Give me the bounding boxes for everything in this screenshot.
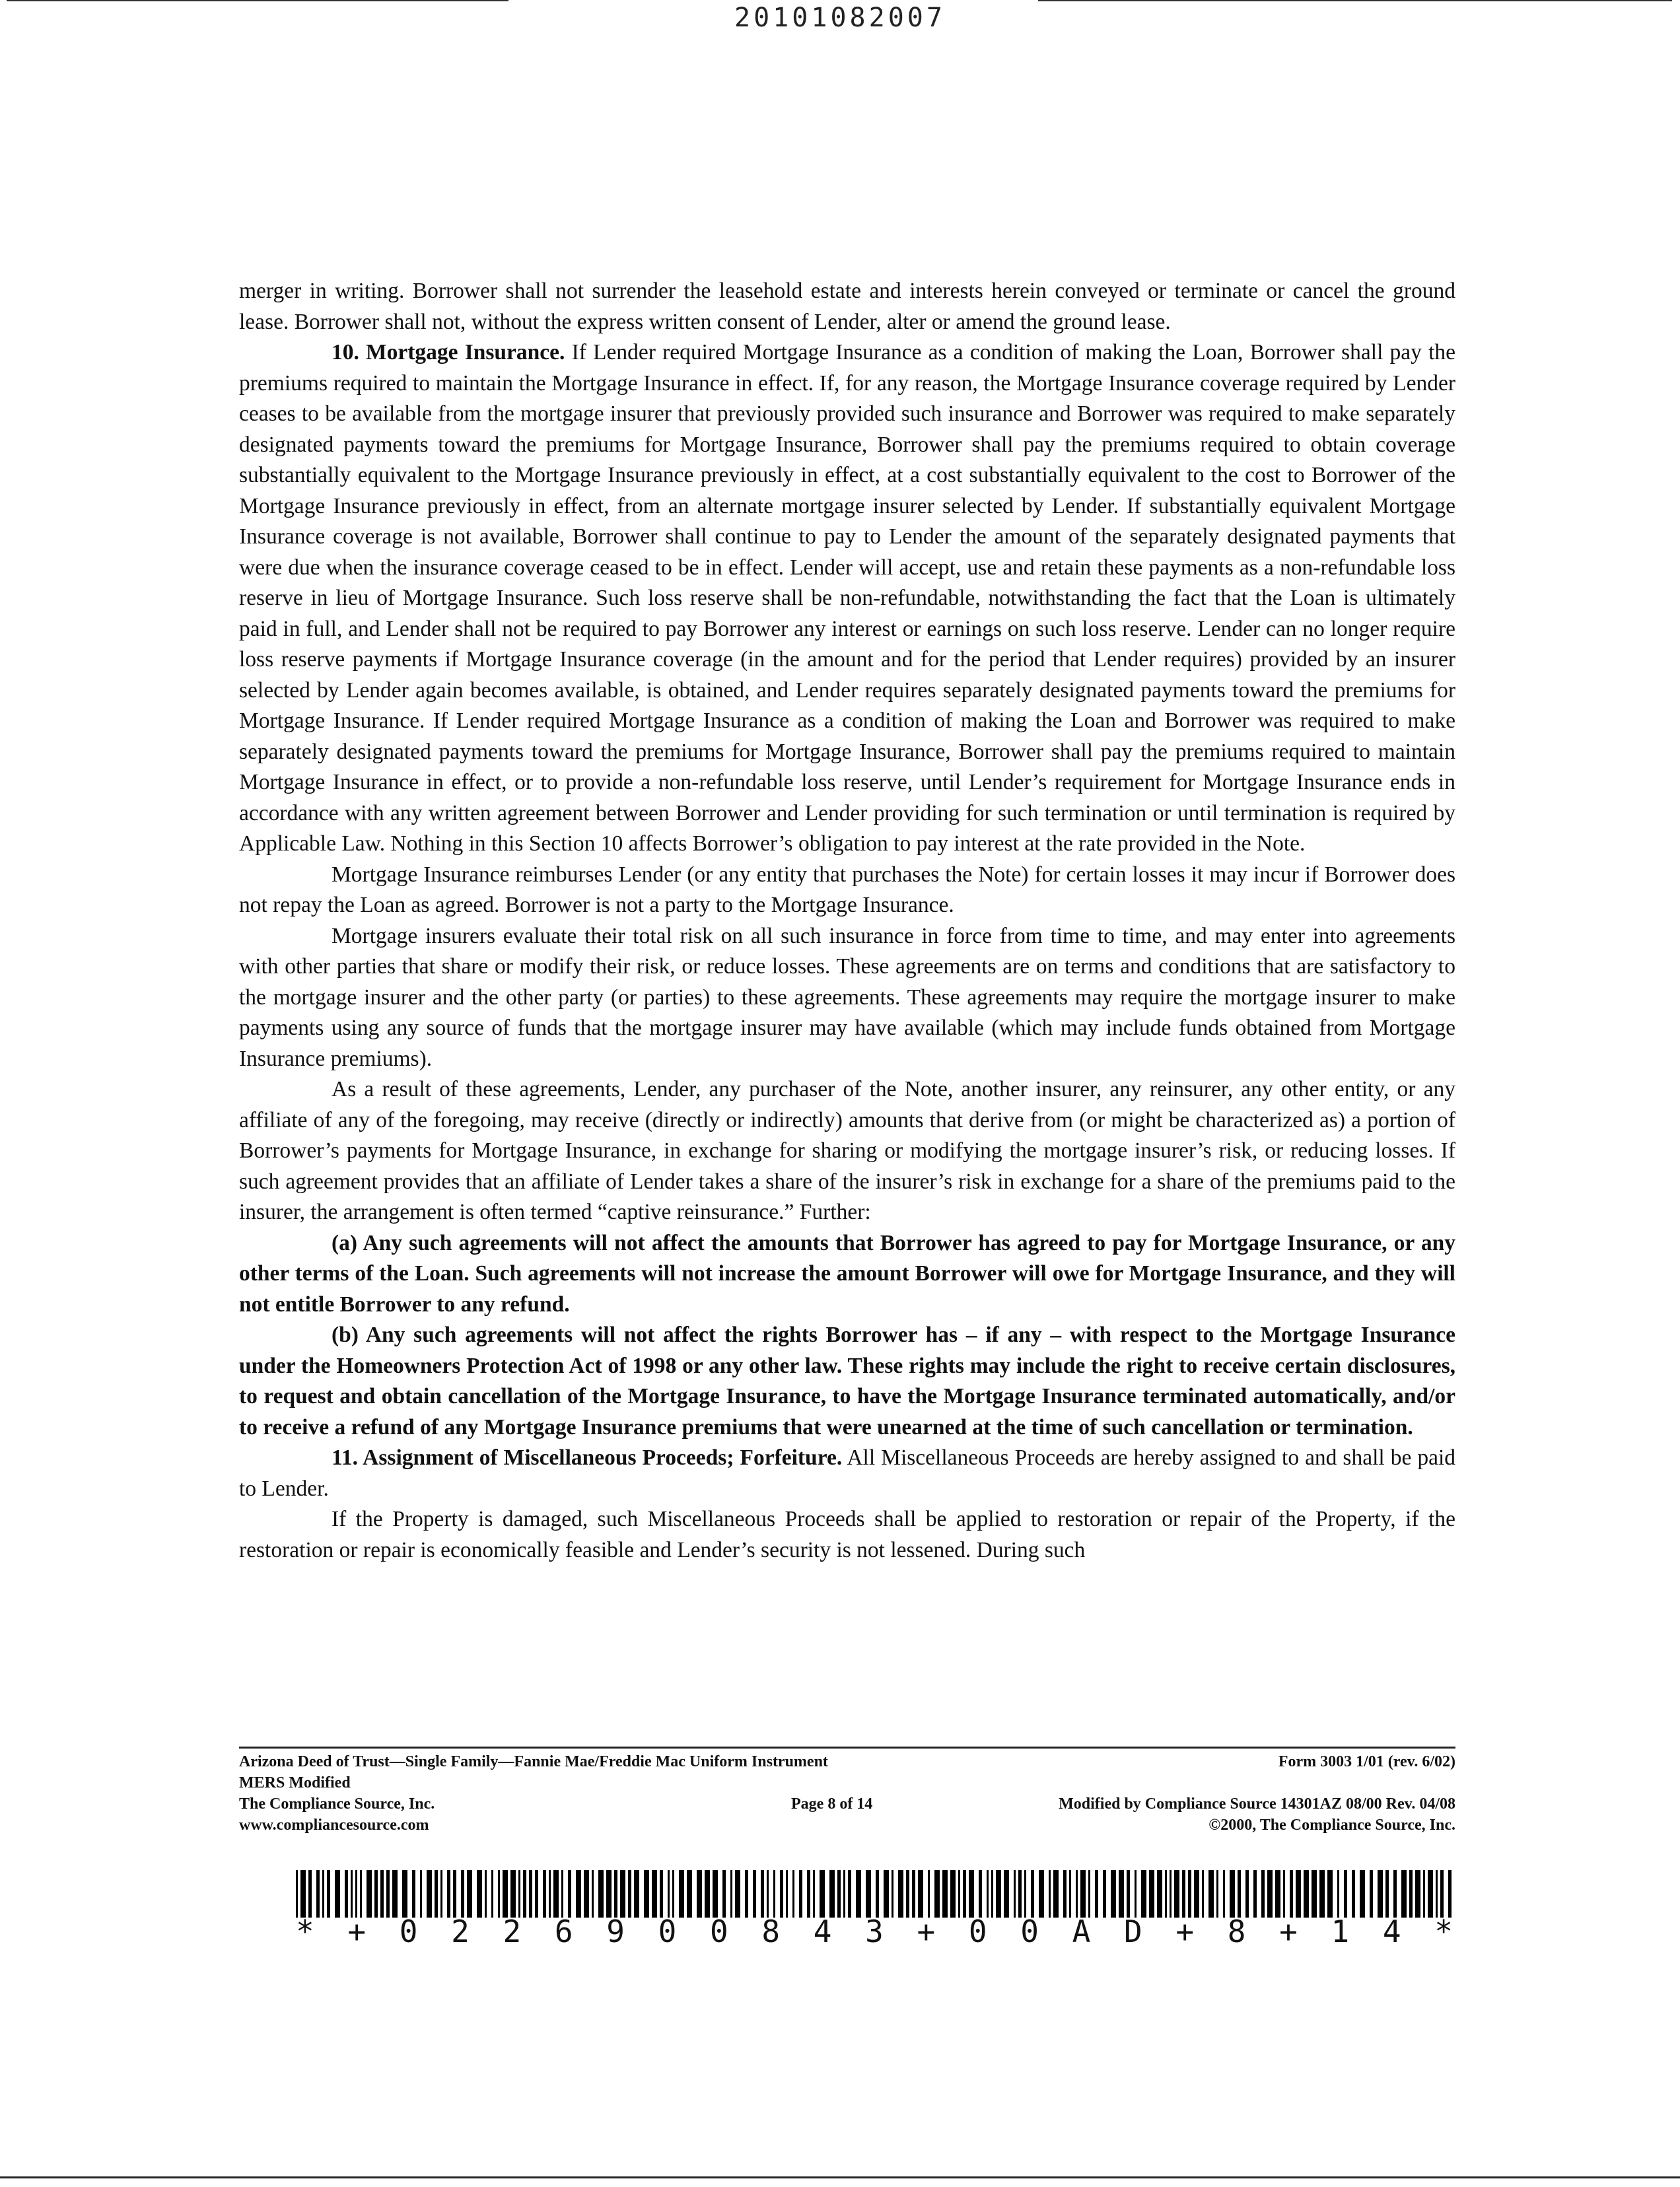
barcode-bar <box>420 1870 422 1918</box>
barcode-bar <box>1337 1870 1339 1918</box>
barcode-bar <box>807 1870 810 1918</box>
barcode-bar <box>1378 1870 1383 1918</box>
document-body <box>239 276 1455 1566</box>
barcode-bar <box>898 1870 903 1918</box>
paragraph-text: All Miscellaneous Proceeds are hereby assigned to and shall be paid to Lender. <box>239 1445 1455 1501</box>
barcode-bar <box>584 1870 589 1918</box>
barcode-bar <box>327 1870 330 1918</box>
barcode-character: * <box>296 1914 314 1949</box>
barcode-bar <box>963 1870 966 1918</box>
barcode-bar <box>322 1870 324 1918</box>
barcode-bar <box>1208 1870 1214 1918</box>
paragraph-text: Mortgage Insurance reimburses Lender (or any entity that purchases the Note) for certain losses it may incur if Borrower does not repay the Loan as agreed. Borrower is not a party to the Mortgage Insurance. <box>239 862 1455 917</box>
barcode-bar <box>345 1870 348 1918</box>
barcode-bar <box>1157 1870 1162 1918</box>
form-title: Arizona Deed of Trust—Single Family—Fannie Mae/Freddie Mac Uniform Instrument <box>239 1753 828 1770</box>
barcode-character: 8 <box>1227 1914 1246 1949</box>
barcode-bar <box>614 1870 617 1918</box>
barcode-bar <box>453 1870 456 1918</box>
revision-note: Modified by Compliance Source 14301AZ 08/00 Rev. 04/08 <box>1059 1795 1455 1813</box>
barcode-bar <box>568 1870 571 1918</box>
paragraph <box>239 860 1455 921</box>
barcode-bar <box>316 1870 320 1918</box>
section-heading: 10. Mortgage Insurance. <box>332 340 565 364</box>
barcode-bar <box>1319 1870 1325 1918</box>
barcode-bar <box>1141 1870 1146 1918</box>
barcode-bar <box>660 1870 663 1918</box>
barcode-bar <box>1230 1870 1235 1918</box>
publisher-website: www.compliancesource.com <box>239 1817 429 1834</box>
barcode-bar <box>1370 1870 1373 1918</box>
barcode-bar <box>753 1870 756 1918</box>
barcode-bar <box>1088 1870 1090 1918</box>
barcode-bar <box>402 1870 407 1918</box>
barcode-bar <box>934 1870 940 1918</box>
barcode-bar <box>374 1870 378 1918</box>
barcode-bar <box>1202 1870 1204 1918</box>
barcode-bar <box>491 1870 493 1918</box>
barcode-bar <box>1415 1870 1420 1918</box>
barcode-bar <box>355 1870 357 1918</box>
barcode-character: + <box>347 1914 367 1949</box>
mers-note: MERS Modified <box>239 1774 351 1791</box>
barcode-bar <box>912 1870 915 1918</box>
barcode-character: 6 <box>554 1914 573 1949</box>
barcode-bar <box>606 1870 612 1918</box>
barcode-character: 4 <box>1382 1914 1401 1949</box>
barcode-bar <box>1238 1870 1241 1918</box>
barcode-bar <box>644 1870 649 1918</box>
barcode-bar <box>498 1870 500 1918</box>
barcode-bar <box>679 1870 684 1918</box>
paragraph <box>239 921 1455 1075</box>
barcode-character: 2 <box>503 1914 522 1949</box>
paragraph-text: (a) Any such agreements will not affect the amounts that Borrower has agreed to pay for Mortgage Insurance, or any other terms of the Loan. Such agreements will not increase the amount Borrower will owe for Mortgage Insurance, and they will not entitle Borrower to any refund. <box>239 1230 1455 1317</box>
barcode-bar <box>427 1870 432 1918</box>
barcode-bar <box>412 1870 415 1918</box>
barcode-bar <box>958 1870 960 1918</box>
paragraph <box>239 276 1455 337</box>
barcode-bar <box>906 1870 909 1918</box>
barcode-character: 0 <box>1020 1914 1039 1949</box>
scan-edge-line <box>7 0 508 1</box>
barcode-bar <box>367 1870 372 1918</box>
barcode-bar <box>652 1870 657 1918</box>
barcode-bar <box>477 1870 482 1918</box>
barcode-bar <box>672 1870 674 1918</box>
barcode-caption <box>296 1914 1453 1949</box>
barcode-bar <box>1069 1870 1071 1918</box>
barcode-bar <box>1245 1870 1249 1918</box>
paragraph <box>239 1074 1455 1228</box>
scan-edge-line <box>0 2176 1680 2178</box>
barcode-character: + <box>917 1914 936 1949</box>
barcode-bar <box>1031 1870 1034 1918</box>
barcode-bar <box>1283 1870 1285 1918</box>
barcode-bar <box>722 1870 726 1918</box>
barcode-bar <box>1401 1870 1407 1918</box>
paragraph <box>239 1320 1455 1443</box>
copyright-notice: ©2000, The Compliance Source, Inc. <box>1208 1817 1455 1834</box>
barcode-bar <box>687 1870 692 1918</box>
barcode-character: * <box>1434 1914 1453 1949</box>
barcode-bar <box>979 1870 982 1918</box>
paragraph <box>239 1228 1455 1321</box>
barcode-character: + <box>1175 1914 1195 1949</box>
barcode-bar <box>1440 1870 1444 1918</box>
barcode-bar <box>1385 1870 1389 1918</box>
barcode-bar <box>1296 1870 1301 1918</box>
barcode-bar <box>1076 1870 1078 1918</box>
paragraph-text: If the Property is damaged, such Miscellaneous Proceeds shall be applied to restoration or repair of the Property, if the restoration or repair is economically feasible and Lender’s security is not lessened. During such <box>239 1507 1455 1562</box>
recording-number: 20101082007 <box>734 3 946 33</box>
barcode-bar <box>918 1870 923 1918</box>
barcode-bar <box>592 1870 594 1918</box>
barcode-bar <box>300 1870 306 1918</box>
barcode-bar <box>1188 1870 1191 1918</box>
barcode-bar <box>848 1870 851 1918</box>
paragraph <box>239 1504 1455 1566</box>
barcode-bar <box>1004 1870 1009 1918</box>
barcode-bar <box>837 1870 841 1918</box>
barcode-bar <box>1111 1870 1116 1918</box>
barcode-bar <box>1352 1870 1355 1918</box>
barcode-bar <box>1103 1870 1106 1918</box>
form-number: Form 3003 1/01 (rev. 6/02) <box>1278 1753 1455 1770</box>
barcode-bar <box>1135 1870 1137 1918</box>
barcode-bar <box>1344 1870 1347 1918</box>
barcode-bar <box>1312 1870 1317 1918</box>
barcode-bar <box>1423 1870 1425 1918</box>
barcode-bar <box>792 1870 794 1918</box>
barcode-bar <box>991 1870 993 1918</box>
barcode-bar <box>529 1870 532 1918</box>
barcode-bar <box>380 1870 384 1918</box>
barcode-bar <box>296 1870 298 1918</box>
barcode-bar <box>969 1870 974 1918</box>
barcode-character: 1 <box>1331 1914 1350 1949</box>
page-number: Page 8 of 14 <box>791 1795 873 1813</box>
barcode-bar <box>518 1870 520 1918</box>
barcode-bar <box>620 1870 625 1918</box>
section-heading: 11. Assignment of Miscellaneous Proceeds; Forfeiture. <box>332 1445 843 1470</box>
barcode-bar <box>892 1870 893 1918</box>
barcode-bar <box>780 1870 783 1918</box>
barcode-character: 0 <box>658 1914 677 1949</box>
barcode-bar <box>1165 1870 1167 1918</box>
barcode-bar <box>856 1870 861 1918</box>
barcode-bar <box>1448 1870 1452 1918</box>
barcode-bar <box>543 1870 546 1918</box>
paragraph-text: If Lender required Mortgage Insurance as a condition of making the Loan, Borrower shall pay the premiums required to maintain the Mortgage Insurance in effect. If, for any reason, the Mortgage Insurance coverage required by Lender ceases to be available from the mortgage insurer that previously provided such insurance and Borrower was required to make separately designated payments toward the premiums for Mortgage Insurance, Borrower shall pay the premiums required to obtain coverage substantially equivalent to the Mortgage Insurance previously in effect, at a cost substantially equivalent to the cost to Borrower of the Mortgage Insurance previously in effect, from an alternate mortgage insurer selected by Lender. If substantially equivalent Mortgage Insurance coverage is not available, Borrower shall continue to pay to Lender the amount of the separately designated payments that were due when the insurance coverage ceased to be in effect. Lender will accept, use and retain these payments as a non-refundable loss reserve in lieu of Mortgage Insurance. Such loss reserve shall be non-refundable, notwithstanding the fact that the Loan is ultimately paid in full, and Lender shall not be required to pay Borrower any interest or earnings on such loss reserve. Lender can no longer require loss reserve payments if Mortgage Insurance coverage (in the amount and for the period that Lender requires) provided by an insurer selected by Lender again becomes available, is obtained, and Lender requires separately designated payments toward the premiums for Mortgage Insurance. If Lender required Mortgage Insurance as a condition of making the Loan and Borrower was required to make separately designated payments toward the premiums for Mortgage Insurance, Borrower shall pay the premiums required to maintain Mortgage Insurance in effect, or to provide a non-refundable loss reserve, until Lender’s requirement for Mortgage Insurance ends in accordance with any written agreement between Borrower and Lender providing for such termination or until termination is required by Applicable Law. Nothing in this Section 10 affects Borrower’s obligation to pay interest at the rate provided in the Note. <box>239 340 1456 856</box>
barcode-bar <box>386 1870 390 1918</box>
barcode-bar <box>1327 1870 1333 1918</box>
barcode-bar <box>634 1870 639 1918</box>
barcode-bar <box>705 1870 710 1918</box>
barcode-bar <box>942 1870 948 1918</box>
paragraph-text: (b) Any such agreements will not affect the rights Borrower has – if any – with respect to the Mortgage Insurance under the Homeowners Protection Act of 1998 or any other law. These rights may include the right to receive certain disclosures, to request and obtain cancellation of the Mortgage Insurance, to have the Mortgage Insurance terminated automatically, and/or to receive a refund of any Mortgage Insurance premiums that were unearned at the time of such cancellation or termination. <box>239 1323 1455 1440</box>
barcode-bar <box>996 1870 1001 1918</box>
barcode-bar <box>485 1870 487 1918</box>
barcode-bar <box>1261 1870 1265 1918</box>
barcode-bar <box>1393 1870 1397 1918</box>
barcode-bar <box>308 1870 312 1918</box>
form-footer <box>239 1747 1455 1836</box>
barcode-bar <box>843 1870 845 1918</box>
barcode-character: 2 <box>451 1914 470 1949</box>
barcode-bar <box>1049 1870 1051 1918</box>
paragraph <box>239 337 1455 860</box>
barcode-bar <box>1409 1870 1413 1918</box>
barcode-character: + <box>1279 1914 1298 1949</box>
barcode-bar <box>351 1870 353 1918</box>
barcode-bar <box>928 1870 930 1918</box>
barcode-bar <box>598 1870 604 1918</box>
barcode-bar <box>561 1870 563 1918</box>
barcode-bar <box>745 1870 748 1918</box>
paragraph-text: As a result of these agreements, Lender, any purchaser of the Note, another insurer, any reinsurer, any other entity, or any affiliate of any of the foregoing, may receive (directly or indirectly) amounts that derive from (or might be characterized as) a portion of Borrower’s payments for Mortgage Insurance, in exchange for sharing or modifying the mortgage insurer’s risk, or reducing losses. If such agreement provides that an affiliate of Lender takes a share of the insurer’s risk in exchange for a share of the premiums paid to the insurer, the arrangement is often termed “captive reinsurance.” Further: <box>239 1077 1455 1224</box>
barcode-character: D <box>1124 1914 1142 1949</box>
barcode-bar <box>668 1870 670 1918</box>
barcode-bar <box>735 1870 740 1918</box>
barcode-bar <box>950 1870 956 1918</box>
barcode-character: 3 <box>865 1914 884 1949</box>
barcode-bar <box>1216 1870 1218 1918</box>
barcode-bar <box>1024 1870 1026 1918</box>
barcode-bar <box>503 1870 508 1918</box>
barcode-bar <box>713 1870 718 1918</box>
barcode-bar <box>1018 1870 1022 1918</box>
barcode-bar <box>1127 1870 1130 1918</box>
barcode-bar <box>440 1870 442 1918</box>
barcode <box>296 1870 1453 1918</box>
barcode-bar <box>1290 1870 1293 1918</box>
barcode-bar <box>761 1870 764 1918</box>
barcode-bar <box>1428 1870 1433 1918</box>
barcode-bar <box>510 1870 516 1918</box>
barcode-bar <box>1267 1870 1273 1918</box>
barcode-bar <box>1119 1870 1124 1918</box>
barcode-character: 8 <box>761 1914 781 1949</box>
barcode-bar <box>866 1870 871 1918</box>
barcode-bar <box>1095 1870 1098 1918</box>
barcode-bar <box>773 1870 775 1918</box>
barcode-bar <box>786 1870 788 1918</box>
barcode-bar <box>435 1870 438 1918</box>
barcode-bar <box>447 1870 450 1918</box>
barcode-bar <box>1080 1870 1086 1918</box>
barcode-bar <box>820 1870 825 1918</box>
barcode-character: 4 <box>813 1914 832 1949</box>
barcode-bar <box>1149 1870 1154 1918</box>
barcode-bar <box>884 1870 889 1918</box>
barcode-bar <box>1360 1870 1365 1918</box>
barcode-bar <box>628 1870 631 1918</box>
paragraph-text: Mortgage insurers evaluate their total risk on all such insurance in force from time to time, and may enter into agreements with other parties that share or modify their risk, or reduce losses. These agreements are on terms and conditions that are satisfactory to the mortgage insurer and the other party (or parties) to these agreements. These agreements may require the mortgage insurer to make payments using any source of funds that the mortgage insurer may have available (which may include funds obtained from Mortgage Insurance premiums). <box>239 923 1455 1071</box>
barcode-bar <box>1436 1870 1438 1918</box>
barcode-bar <box>1170 1870 1172 1918</box>
barcode-bar <box>1275 1870 1280 1918</box>
barcode-bar <box>1014 1870 1016 1918</box>
barcode-bar <box>697 1870 702 1918</box>
barcode-bar <box>1039 1870 1044 1918</box>
barcode-bar <box>813 1870 815 1918</box>
barcode-bar <box>523 1870 526 1918</box>
barcode-bar <box>549 1870 551 1918</box>
barcode-bar <box>553 1870 559 1918</box>
paragraph-text: merger in writing. Borrower shall not surrender the leasehold estate and interests herein conveyed or terminate or cancel the ground lease. Borrower shall not, without the express written consent of Lender, alter or amend the ground lease. <box>239 279 1455 334</box>
barcode-bar <box>576 1870 581 1918</box>
publisher-name: The Compliance Source, Inc. <box>239 1795 435 1813</box>
barcode-bar <box>1194 1870 1199 1918</box>
barcode-bar <box>1223 1870 1225 1918</box>
barcode-bar <box>1182 1870 1185 1918</box>
barcode-bar <box>535 1870 538 1918</box>
barcode-character: A <box>1072 1914 1091 1949</box>
barcode-bar <box>1174 1870 1179 1918</box>
paragraph <box>239 1443 1455 1504</box>
barcode-character: 0 <box>710 1914 728 1949</box>
barcode-bar <box>392 1870 398 1918</box>
barcode-bar <box>1053 1870 1059 1918</box>
scan-edge-line <box>1038 0 1672 1</box>
barcode-bar <box>876 1870 879 1918</box>
barcode-character: 0 <box>968 1914 987 1949</box>
barcode-bar <box>1063 1870 1067 1918</box>
barcode-bar <box>360 1870 362 1918</box>
barcode-bar <box>767 1870 769 1918</box>
barcode-bar <box>799 1870 802 1918</box>
barcode-bar <box>467 1870 472 1918</box>
barcode-character: 0 <box>399 1914 418 1949</box>
barcode-bar <box>730 1870 732 1918</box>
barcode-bar <box>335 1870 340 1918</box>
barcode-bar <box>829 1870 835 1918</box>
barcode-bar <box>461 1870 464 1918</box>
barcode-character: 9 <box>606 1914 625 1949</box>
barcode-bar <box>1253 1870 1257 1918</box>
barcode-bar <box>1304 1870 1309 1918</box>
barcode-bar <box>987 1870 989 1918</box>
